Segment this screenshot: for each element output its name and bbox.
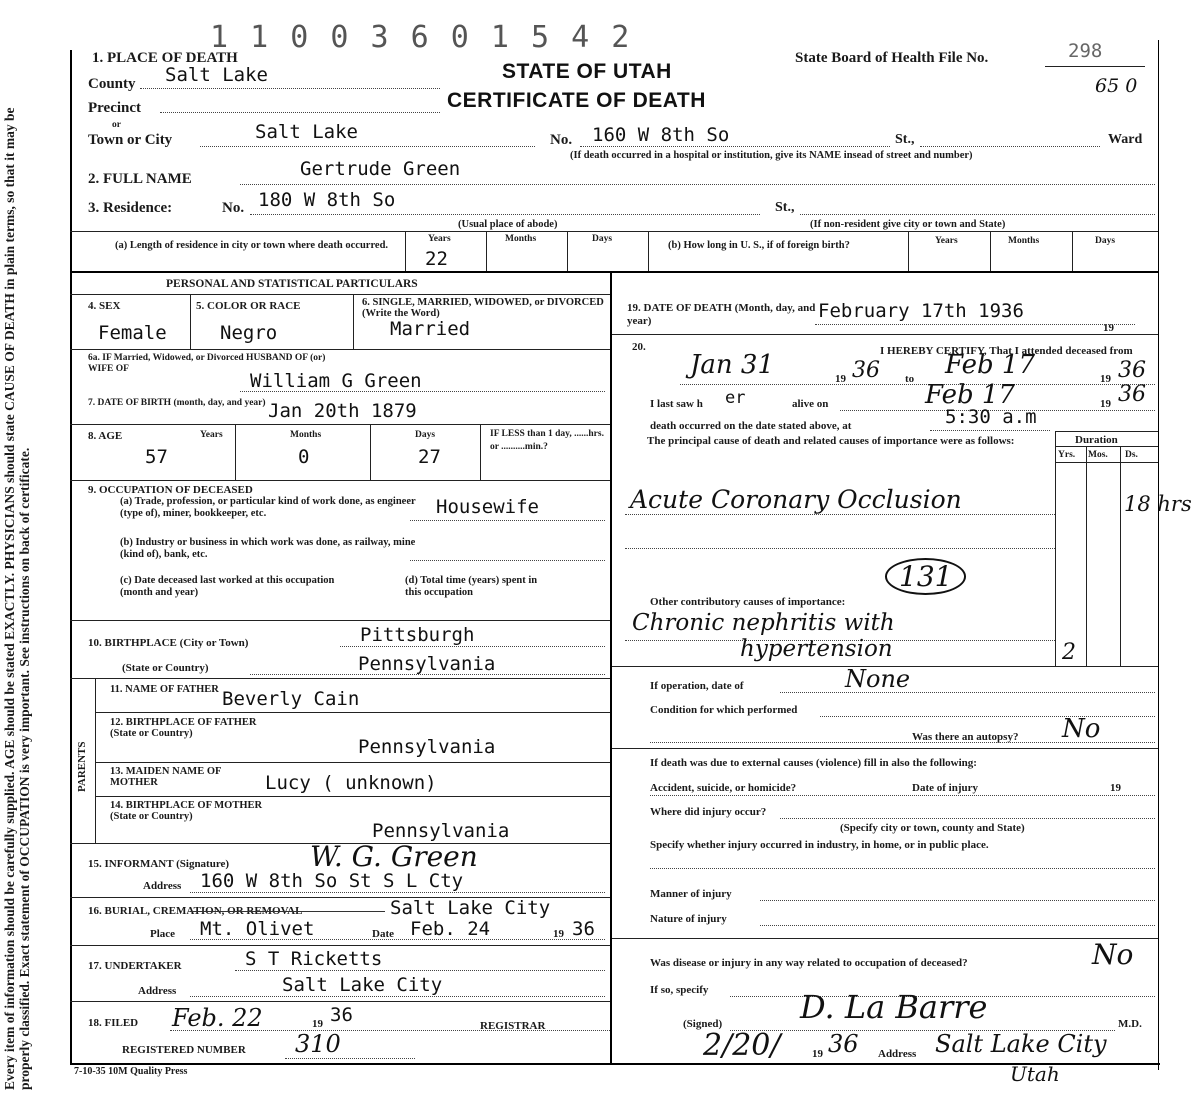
us-label: (b) How long in U. S., if of foreign birth? xyxy=(668,240,850,251)
occupation-b-label: (b) Industry or business in which work was done, as railway, mine (kind of), bank, etc. xyxy=(120,537,416,560)
certify-to: Feb 17 xyxy=(945,350,1035,380)
death-date-suffix: 19 xyxy=(1103,322,1114,334)
age-days-value: 27 xyxy=(418,446,441,468)
town-value: Salt Lake xyxy=(255,121,358,143)
color-label: 5. COLOR OR RACE xyxy=(196,300,301,312)
residence-st-label: St., xyxy=(775,200,795,215)
filed-label: 18. FILED xyxy=(88,1017,139,1029)
reg-no-label: REGISTERED NUMBER xyxy=(122,1044,246,1056)
operation-label: If operation, date of xyxy=(650,680,744,692)
sex-label: 4. SEX xyxy=(88,300,121,312)
res-months-label: Months xyxy=(505,234,537,244)
birthplace-state-label: (State or Country) xyxy=(122,662,209,674)
reg-no-value: 310 xyxy=(295,1030,341,1058)
certificate-title: CERTIFICATE OF DEATH xyxy=(447,89,706,112)
full-name-label: 2. FULL NAME xyxy=(88,171,192,187)
st-label: St., xyxy=(895,132,915,147)
death-date-value: February 17th 1936 xyxy=(818,300,1024,322)
document-number: 1 1 0 0 3 6 0 1 5 4 2 xyxy=(210,20,632,55)
manner-label: Manner of injury xyxy=(650,888,732,900)
nonres-note: (If non-resident give city or town and State) xyxy=(810,219,1006,230)
certify-from-prefix: 19 xyxy=(835,373,846,385)
signed-year-prefix: 19 xyxy=(812,1048,823,1060)
injury-year-label: 19 xyxy=(1110,782,1121,794)
death-date-label: 19. DATE OF DEATH (Month, day, and year) xyxy=(627,302,816,327)
file-number: 298 xyxy=(1068,40,1103,62)
residence-value: 180 W 8th So xyxy=(258,189,396,211)
color-value: Negro xyxy=(220,322,278,344)
birthplace-city: Pittsburgh xyxy=(360,624,475,646)
age-years-label: Years xyxy=(200,430,223,440)
signed-address-label: Address xyxy=(878,1048,917,1060)
length-label: (a) Length of residence in city or town where death occurred. xyxy=(115,240,389,251)
last-saw-er: er xyxy=(725,388,746,408)
mother-label: 13. MAIDEN NAME OF MOTHER xyxy=(110,766,222,788)
informant-address: 160 W 8th So St S L Cty xyxy=(200,870,464,892)
alive-year-prefix: 19 xyxy=(1100,398,1111,410)
burial-place-label: Place xyxy=(150,928,176,940)
age-label: 8. AGE xyxy=(88,430,123,442)
certify-from-year: 36 xyxy=(852,358,880,383)
dob-value: Jan 20th 1879 xyxy=(268,400,417,422)
informant-address-label: Address xyxy=(143,880,182,892)
father-value: Beverly Cain xyxy=(222,688,360,710)
occupation-d-label: (d) Total time (years) spent in this occupation xyxy=(405,575,538,598)
res-years-label: Years xyxy=(428,234,451,244)
personal-heading: PERSONAL AND STATISTICAL PARTICULARS xyxy=(166,278,418,290)
us-years-label: Years xyxy=(935,236,958,246)
res-days-label: Days xyxy=(592,234,613,244)
time-value: 5:30 a.m xyxy=(945,406,1037,428)
specify-whether: Specify whether injury occurred in industry, in home, or in public place. xyxy=(650,839,989,851)
dob-label: 7. DATE OF BIRTH (month, day, and year) xyxy=(88,398,266,408)
filed-value: Feb. 22 xyxy=(172,1004,263,1032)
birthplace-label: 10. BIRTHPLACE (City or Town) xyxy=(88,637,249,649)
hospital-note: (If death occurred in a hospital or institution, give its NAME insead of street and number) xyxy=(570,150,973,161)
duration-mos: Mos. xyxy=(1088,450,1108,460)
burial-label: 16. BURIAL, CREMATION, OR REMOVAL xyxy=(88,905,303,917)
mother-bp-value: Pennsylvania xyxy=(372,820,510,842)
father-label: 11. NAME OF FATHER xyxy=(110,684,219,695)
occupation-related-value: No xyxy=(1092,938,1134,971)
burial-date-label: Date xyxy=(372,928,394,940)
other-value-2: hypertension xyxy=(740,636,893,662)
undertaker-address-label: Address xyxy=(138,985,177,997)
other-label: Other contributory causes of importance: xyxy=(650,596,846,608)
res-years-value: 22 xyxy=(425,248,448,270)
us-days-label: Days xyxy=(1095,236,1116,246)
where-label: Where did injury occur? xyxy=(650,806,767,818)
burial-year: 36 xyxy=(572,918,595,940)
signed-year: 36 xyxy=(828,1030,859,1058)
signed-address-2: Utah xyxy=(1010,1062,1060,1086)
birthplace-state: Pennsylvania xyxy=(358,653,496,675)
certify-to-year: 36 xyxy=(1118,358,1146,383)
town-label: Town or City xyxy=(88,132,173,148)
duration-ds: Ds. xyxy=(1125,450,1138,460)
specify-city: (Specify city or town, county and State) xyxy=(840,822,1025,834)
registrar-label: REGISTRAR xyxy=(480,1020,546,1032)
external-label: If death was due to external causes (violence) fill in also the following: xyxy=(650,757,977,769)
duration-label: Duration xyxy=(1075,434,1118,446)
nature-label: Nature of injury xyxy=(650,913,727,925)
alive-label: alive on xyxy=(792,398,829,410)
occupation-label: 9. OCCUPATION OF DECEASED xyxy=(88,484,253,496)
other-value: Chronic nephritis with xyxy=(632,610,895,636)
us-months-label: Months xyxy=(1008,236,1040,246)
autopsy-value: No xyxy=(1062,714,1101,744)
operation-value: None xyxy=(845,665,911,693)
certify-text: I HEREBY CERTIFY, That I attended deceased from xyxy=(880,345,1133,357)
county-label: County xyxy=(88,76,136,92)
spouse-value: William G Green xyxy=(250,370,422,392)
alive-year: 36 xyxy=(1118,382,1146,407)
file-label: State Board of Health File No. xyxy=(795,50,989,66)
file-note: 65 0 xyxy=(1095,75,1138,97)
father-bp-value: Pennsylvania xyxy=(358,736,496,758)
autopsy-label: Was there an autopsy? xyxy=(912,731,1019,743)
age-days-label: Days xyxy=(415,430,436,440)
filed-year-prefix: 19 xyxy=(312,1018,323,1030)
undertaker-value: S T Ricketts xyxy=(245,948,383,970)
certify-to-prefix: 19 xyxy=(1100,373,1111,385)
street-value: 160 W 8th So xyxy=(592,124,730,146)
occupation-c-label: (c) Date deceased last worked at this occupation (month and year) xyxy=(120,575,335,598)
cause-heading: The principal cause of death and related causes of importance were as follows: xyxy=(647,435,1015,447)
md-label: M.D. xyxy=(1118,1018,1142,1030)
occupation-related-label: Was disease or injury in any way related to occupation of deceased? xyxy=(650,957,968,969)
accident-label: Accident, suicide, or homicide? xyxy=(650,782,797,794)
burial-year-prefix: 19 xyxy=(553,928,564,940)
spouse-label: 6a. IF Married, Widowed, or Divorced HUSBAND OF (or) WIFE OF xyxy=(88,353,326,374)
certify-num: 20. xyxy=(632,341,646,353)
no-label: No. xyxy=(550,132,573,148)
signed-address: Salt Lake City xyxy=(935,1030,1107,1058)
certify-to-label: to xyxy=(905,373,915,385)
burial-place: Mt. Olivet xyxy=(200,918,315,940)
marital-label: 6. SINGLE, MARRIED, WIDOWED, or DIVORCED (Write the Word) xyxy=(362,297,604,319)
signed-date: 2/20/ xyxy=(703,1028,781,1063)
place-of-death-heading: 1. PLACE OF DEATH xyxy=(92,50,238,66)
age-years-value: 57 xyxy=(145,446,168,468)
burial-date: Feb. 24 xyxy=(410,918,491,940)
residence-label: 3. Residence: xyxy=(88,200,173,216)
occurred-label: death occurred on the date stated above, at xyxy=(650,420,852,432)
last-saw-label: I last saw h xyxy=(650,398,703,410)
injury-date-label: Date of injury xyxy=(912,782,978,794)
burial-value: Salt Lake City xyxy=(390,897,551,919)
signer-signature: D. La Barre xyxy=(800,988,988,1026)
condition-label: Condition for which performed xyxy=(650,704,798,716)
informant-label: 15. INFORMANT (Signature) xyxy=(88,858,230,870)
cause-code: 131 xyxy=(885,558,966,595)
undertaker-label: 17. UNDERTAKER xyxy=(88,960,182,972)
parents-side-label: PARENTS xyxy=(76,741,88,792)
age-lessthan: IF LESS than 1 day, ......hrs. or ..........min.? xyxy=(490,429,604,452)
county-value: Salt Lake xyxy=(165,64,268,86)
sex-value: Female xyxy=(98,322,167,344)
cause-duration: 18 hrs xyxy=(1124,492,1192,516)
alive-value: Feb 17 xyxy=(925,380,1015,410)
other-duration: 2 xyxy=(1062,640,1076,665)
age-months-label: Months xyxy=(290,430,322,440)
signed-label: (Signed) xyxy=(683,1018,723,1030)
age-months-value: 0 xyxy=(298,446,310,468)
cause-value: Acute Coronary Occlusion xyxy=(630,485,962,514)
undertaker-address: Salt Lake City xyxy=(282,974,443,996)
informant-signature: W. G. Green xyxy=(310,840,478,873)
full-name-value: Gertrude Green xyxy=(300,158,461,180)
precinct-label: Precinct xyxy=(88,100,142,116)
mother-value: Lucy ( unknown) xyxy=(265,772,437,794)
footer-left: 7-10-35 10M Quality Press xyxy=(74,1066,188,1077)
if-so-label: If so, specify xyxy=(650,984,709,996)
duration-yrs: Yrs. xyxy=(1058,450,1076,460)
occupation-value: Housewife xyxy=(436,496,539,518)
father-bp-label: 12. BIRTHPLACE OF FATHER (State or Country) xyxy=(110,717,257,739)
marital-value: Married xyxy=(390,318,471,340)
ward-label: Ward xyxy=(1108,132,1143,147)
state-title: STATE OF UTAH xyxy=(502,60,672,83)
filed-year: 36 xyxy=(330,1004,353,1026)
or-label: or xyxy=(112,120,121,130)
margin-instructions: Every item of information should be carefully supplied. AGE should be stated EXACTLY. PHYSICIANS should state CAUSE OF DEATH in plain terms, so that it may be properly classified. Exact statement of OCCUPATION is very important. See instructions on back of certificate. xyxy=(2,107,32,1090)
certify-from: Jan 31 xyxy=(690,350,775,380)
occupation-a-label: (a) Trade, profession, or particular kind of work done, as engineer (type of), miner, bookkeeper, etc. xyxy=(120,496,416,519)
usual-note: (Usual place of abode) xyxy=(458,219,558,230)
mother-bp-label: 14. BIRTHPLACE OF MOTHER (State or Country) xyxy=(110,800,263,822)
residence-no-label: No. xyxy=(222,200,245,216)
